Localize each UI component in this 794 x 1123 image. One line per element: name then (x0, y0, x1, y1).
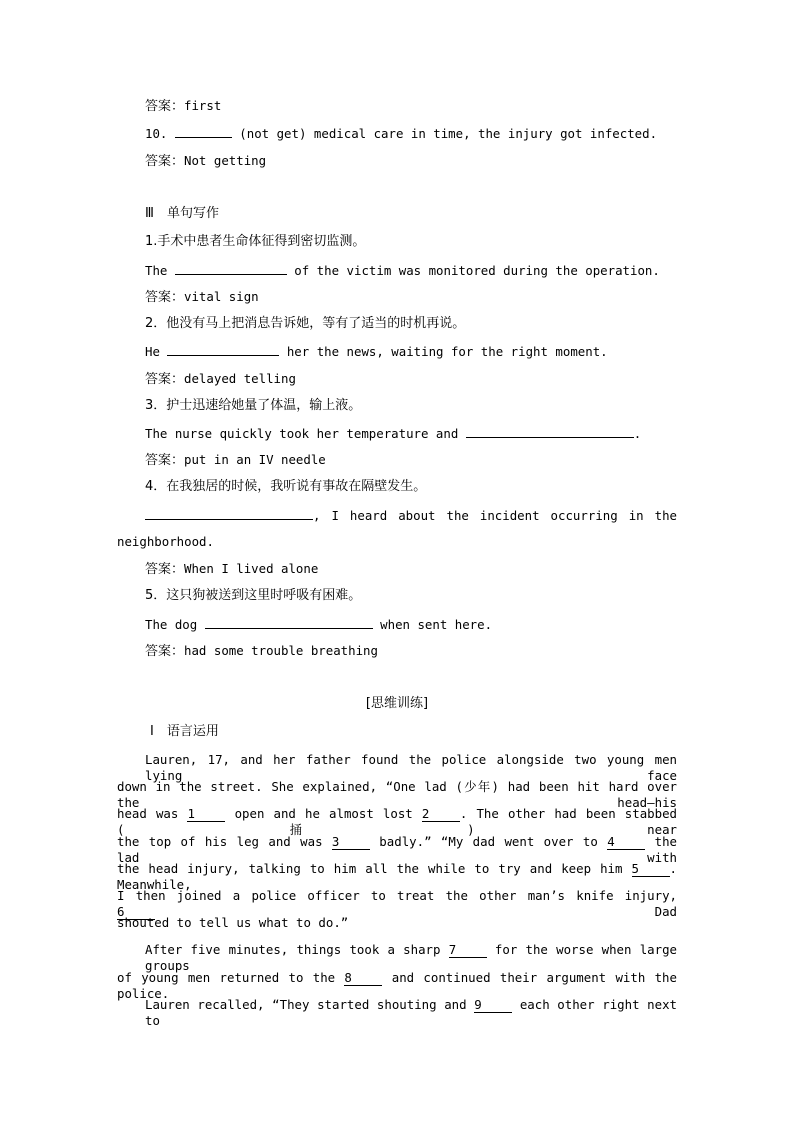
w3-answer: 答案：put in an IV needle (145, 452, 326, 468)
fill-blank[interactable] (205, 616, 373, 629)
answer-line-q9: 答案：first (145, 98, 222, 114)
passage-line: head was 1 open and he almost lost 2 . The other had been stabbed (捅) near (117, 806, 678, 837)
answer-line-q10: 答案：Not getting (145, 153, 267, 169)
passage-line: Lauren, 17, and her father found the police alongside two young men lying face (145, 752, 677, 783)
blank-7[interactable]: 7 (449, 943, 487, 958)
w5-prompt: 5．这只狗被送到这里时呼吸有困难。 (145, 588, 362, 603)
fill-blank[interactable] (466, 425, 634, 438)
training-heading: [思维训练] (365, 696, 429, 711)
w3-prompt: 3．护士迅速给她量了体温，输上液。 (145, 398, 362, 413)
passage-line: After five minutes, things took a sharp 7 for the worse when large groups (145, 942, 677, 973)
passage-line: I then joined a police officer to treat the other man’s knife injury, 6 Dad (117, 888, 677, 919)
w4-sentence-cont: neighborhood. (117, 534, 214, 549)
blank-4[interactable]: 4 (607, 835, 645, 850)
w2-prompt: 2．他没有马上把消息告诉她，等有了适当的时机再说。 (145, 316, 466, 331)
blank-1[interactable]: 1 (187, 807, 225, 822)
w1-sentence: The of the victim was monitored during the operation. (145, 263, 660, 278)
w3-sentence: The nurse quickly took her temperature and . (145, 426, 642, 441)
w4-prompt: 4．在我独居的时候，我听说有事故在隔壁发生。 (145, 479, 427, 494)
question-10: 10. (not get) medical care in time, the injury got infected. (145, 126, 658, 141)
passage-line: the top of his leg and was 3 badly.” “My dad went over to 4 the lad with (117, 834, 678, 865)
passage-line: shouted to tell us what to do.” (117, 915, 349, 930)
passage-line: the head injury, talking to him all the while to try and keep him 5 . Meanwhile, (117, 861, 677, 892)
passage-line: down in the street. She explained, “One lad (少年) had been hit hard over the head—his (117, 779, 677, 810)
w4-sentence: , I heard about the incident occurring in the (145, 507, 677, 524)
w2-sentence: He her the news, waiting for the right moment. (145, 344, 608, 359)
section-heading-language-use: Ⅰ 语言运用 (150, 724, 219, 739)
w5-answer: 答案：had some trouble breathing (145, 643, 378, 659)
fill-blank[interactable] (167, 343, 279, 356)
passage-line: Lauren recalled, “They started shouting and 9 each other right next to (145, 997, 677, 1028)
blank-5[interactable]: 5 (632, 862, 670, 877)
fill-blank[interactable] (175, 125, 232, 138)
w1-answer: 答案：vital sign (145, 289, 259, 305)
fill-blank[interactable] (145, 507, 313, 520)
w5-sentence: The dog when sent here. (145, 617, 493, 632)
passage-line: of young men returned to the 8 and continued their argument with the police. (117, 970, 677, 1001)
blank-2[interactable]: 2 (422, 807, 460, 822)
answer-text: first (184, 98, 222, 113)
fill-blank[interactable] (175, 262, 287, 275)
blank-8[interactable]: 8 (344, 971, 382, 986)
w2-answer: 答案：delayed telling (145, 371, 296, 387)
w4-answer: 答案：When I lived alone (145, 561, 319, 577)
w1-prompt: 1.手术中患者生命体征得到密切监测。 (145, 234, 366, 249)
blank-3[interactable]: 3 (332, 835, 370, 850)
section-heading-sentence-writing: Ⅲ 单句写作 (145, 206, 219, 221)
answer-text: Not getting (184, 153, 267, 168)
blank-9[interactable]: 9 (474, 998, 512, 1013)
blank-6[interactable]: 6 (117, 905, 155, 920)
